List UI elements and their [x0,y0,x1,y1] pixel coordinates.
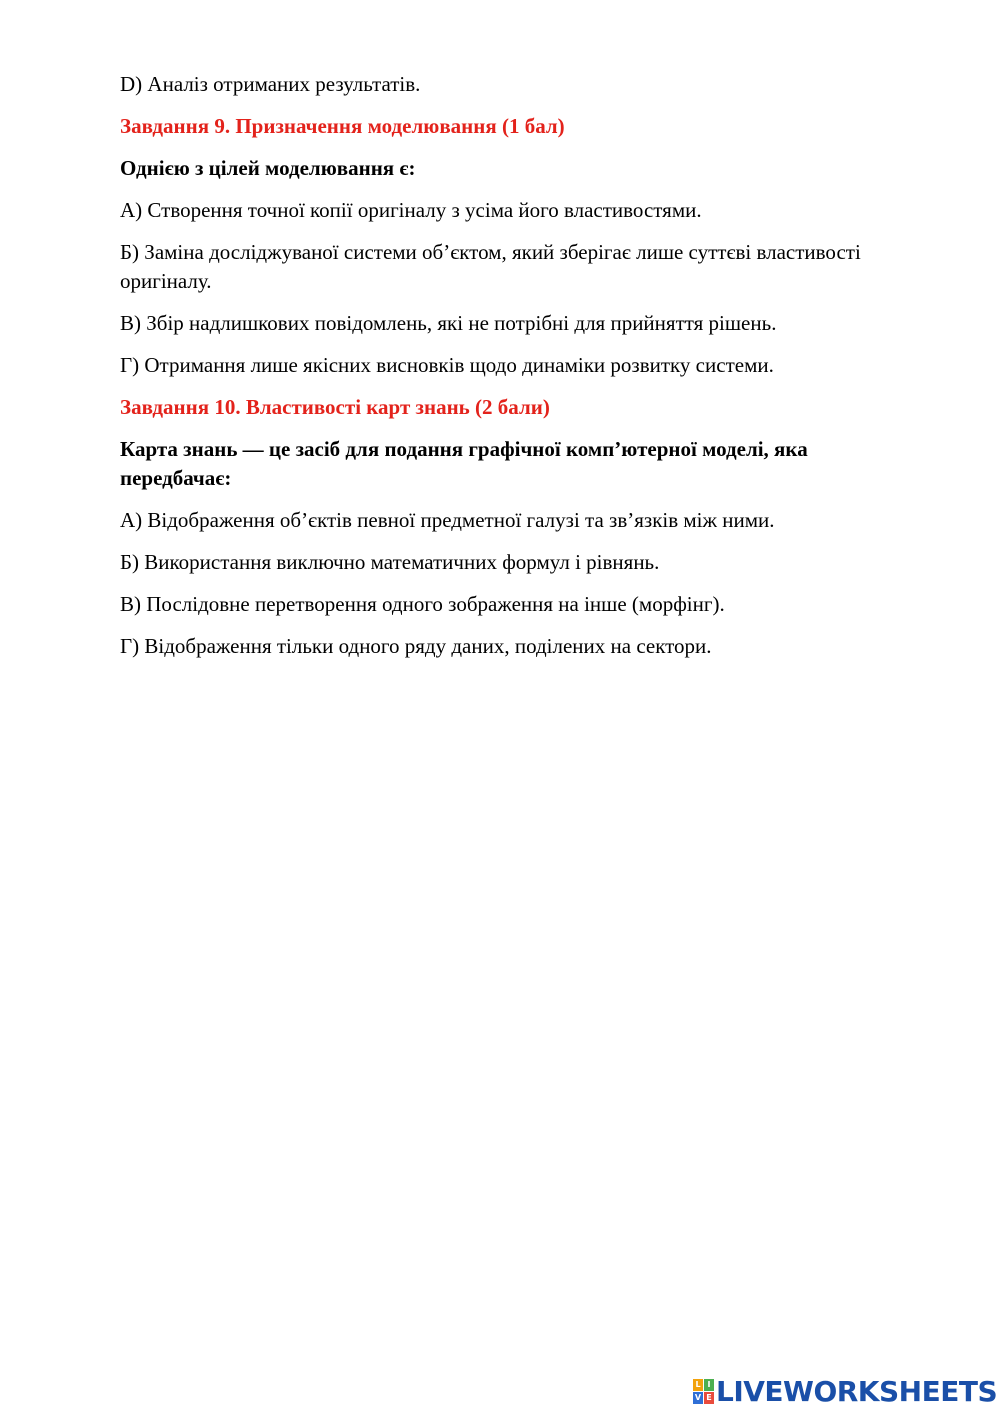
task-9 [120,112,900,380]
option-d-previous: D) Аналіз отриманих результатів. [120,72,421,96]
task-10-option-v[interactable]: В) Послідовне перетворення одного зображення на інше (морфінг). [120,592,725,616]
task-9-option-g[interactable]: Г) Отримання лише якісних висновків щодо динаміки розвитку системи. [120,353,774,377]
task-10-option-g[interactable]: Г) Відображення тільки одного ряду даних, поділених на сектори. [120,634,712,658]
task-10-option-b[interactable]: Б) Використання виключно математичних формул і рівнянь. [120,550,660,574]
task-10 [120,393,900,661]
liveworksheets-logo-icon [693,1379,713,1403]
task-9-title: Завдання 9. Призначення моделювання (1 бал) [120,114,565,138]
task-9-option-b[interactable]: Б) Заміна досліджуваної системи об’єктом, який зберігає лише суттєві властивості оригіналу. [120,240,861,293]
task-9-question: Однією з цілей моделювання є: [120,156,416,180]
logo-mark-cell: E [704,1392,714,1404]
task-9-option-v[interactable]: В) Збір надлишкових повідомлень, які не потрібні для прийняття рішень. [120,311,777,335]
logo-mark-cell: V [694,1393,702,1402]
task-10-option-a[interactable]: А) Відображення об’єктів певної предметної галузі та зв’язків між ними. [120,508,775,532]
liveworksheets-logo-text: LIVEWORKSHEETS [716,1374,998,1408]
logo-mark-cell: I [704,1379,714,1391]
task-10-question: Карта знань — це засіб для подання графічної комп’ютерної моделі, яка передбачає: [120,437,808,490]
liveworksheets-logo [693,1374,998,1408]
task-9-option-a[interactable]: А) Створення точної копії оригіналу з усіма його властивостями. [120,198,702,222]
task-10-title: Завдання 10. Властивості карт знань (2 бали) [120,395,550,419]
logo-mark-cell: L [693,1379,703,1391]
worksheet-page [120,70,900,674]
